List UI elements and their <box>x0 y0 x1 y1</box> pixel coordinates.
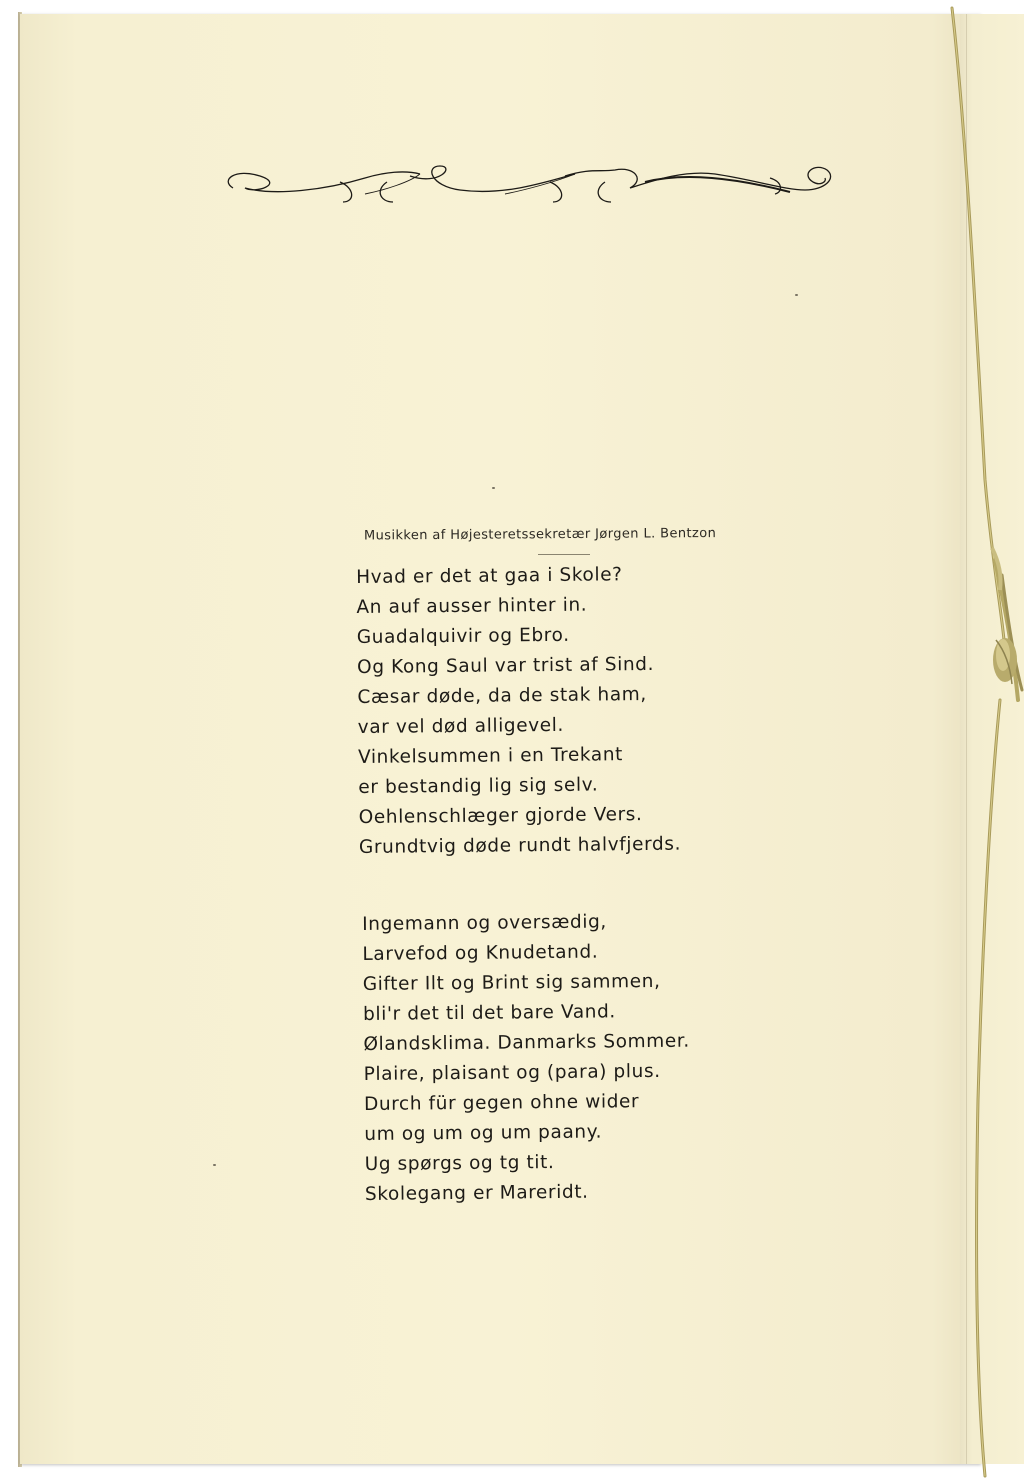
verse-line: Grundtvig døde rundt halvfjerds. <box>358 833 682 858</box>
verse-line: Og Kong Saul var trist af Sind. <box>356 653 655 678</box>
next-page-fold <box>960 14 1024 1464</box>
stanza-1 <box>356 560 681 863</box>
verse-line: Skolegang er Mareridt. <box>364 1181 589 1205</box>
stanza-2 <box>362 907 692 1210</box>
flourish-ornament <box>215 160 845 210</box>
verse-line: bli'r det til det bare Vand. <box>362 1001 616 1025</box>
verse-line: Hvad er det at gaa i Skole? <box>356 564 623 588</box>
verse-line: Gifter Ilt og Brint sig sammen, <box>362 970 661 995</box>
verse-line: Plaire, plaisant og (para) plus. <box>363 1060 661 1085</box>
verse-line: var vel død alligevel. <box>357 714 565 738</box>
verse-line: Guadalquivir og Ebro. <box>356 624 570 648</box>
verse-line: Oehlenschlæger gjorde Vers. <box>358 804 643 828</box>
verse-line: er bestandig lig sig selv. <box>358 774 599 798</box>
verse-line: Larvefod og Knudetand. <box>362 941 599 965</box>
paper-speck <box>795 294 798 296</box>
verse-line: An auf ausser hinter in. <box>356 594 588 618</box>
verse-line: Vinkelsummen i en Trekant <box>357 744 624 768</box>
verse-line: Ingemann og oversædig, <box>362 911 607 935</box>
divider-rule <box>538 554 590 555</box>
verse-line: Ug spørgs og tg tit. <box>364 1151 555 1175</box>
paper-speck <box>492 487 495 489</box>
verse-line: Durch für gegen ohne wider <box>363 1091 640 1115</box>
fold-crease <box>966 14 967 1464</box>
paper-speck <box>213 1164 216 1166</box>
music-credit: Musikken af Højesteretssekretær Jørgen L. Bentzon <box>363 526 717 544</box>
verse-line: Ølandsklima. Danmarks Sommer. <box>363 1030 690 1055</box>
verse-line: um og um og um paany. <box>364 1121 603 1145</box>
verse-line: Cæsar døde, da de stak ham, <box>357 683 647 708</box>
